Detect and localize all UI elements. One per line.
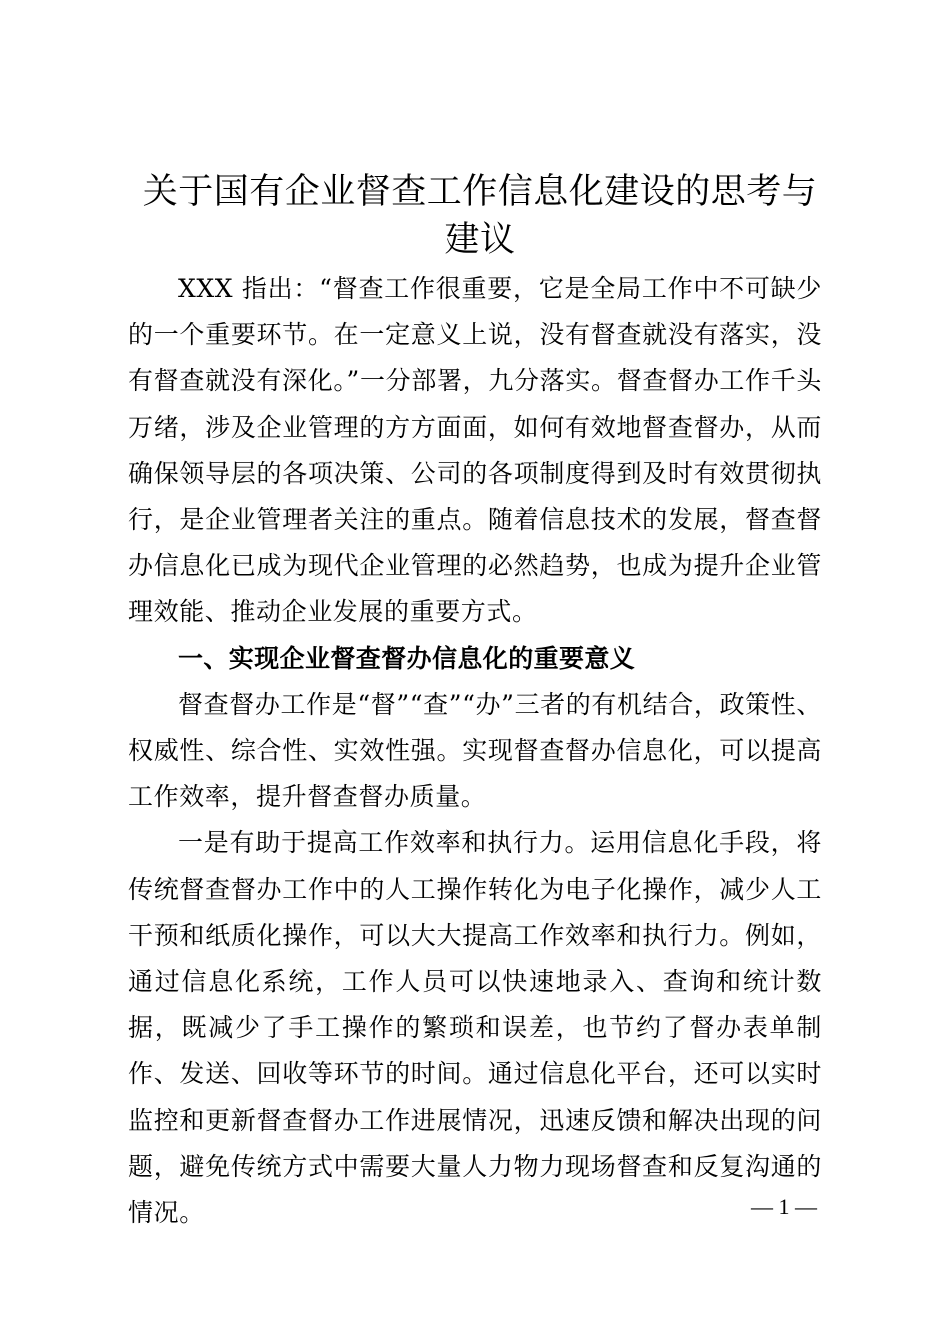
section-heading: 一、实现企业督查督办信息化的重要意义 [178, 643, 636, 673]
page-number: — 1 — [751, 1194, 817, 1219]
document-title: 关于国有企业督查工作信息化建设的思考与建议 [142, 172, 818, 260]
section-paragraph: 一是有助于提高工作效率和执行力。运用信息化手段，将传统督查督办工作中的人工操作转化为电子化操作，减少人工干预和纸质化操作，可以大大提高工作效率和执行力。例如，通过信息化系统，工作人员可以快速地录入、查询和统计数据，既减少了手工操作的繁琐和误差，也节约了督办表单制作、发送、回收等环节的时间。通过信息化平台，还可以实时监控和更新督查督办工作进展情况，迅速反馈和解决出现的问题，避免传统方式中需要大量人力物力现场督查和反复沟通的情况。 [128, 828, 822, 1228]
section-paragraph: 督查督办工作是“督”“查”“办”三者的有机结合，政策性、权威性、综合性、实效性强。实现督查督办信息化，可以提高工作效率，提升督查督办质量。 [128, 689, 822, 812]
intro-paragraph: XXX 指出：“督查工作很重要，它是全局工作中不可缺少的一个重要环节。在一定意义上说，没有督查就没有落实，没有督查就没有深化。”一分部署，九分落实。督查督办工作千头万绪，涉及企业管理的方方面面，如何有效地督查督办，从而确保领导层的各项决策、公司的各项制度得到及时有效贯彻执行，是企业管理者关注的重点。随着信息技术的发展，督查督办信息化已成为现代企业管理的必然趋势，也成为提升企业管理效能、推动企业发展的重要方式。 [128, 274, 822, 627]
document-body [128, 266, 822, 1236]
